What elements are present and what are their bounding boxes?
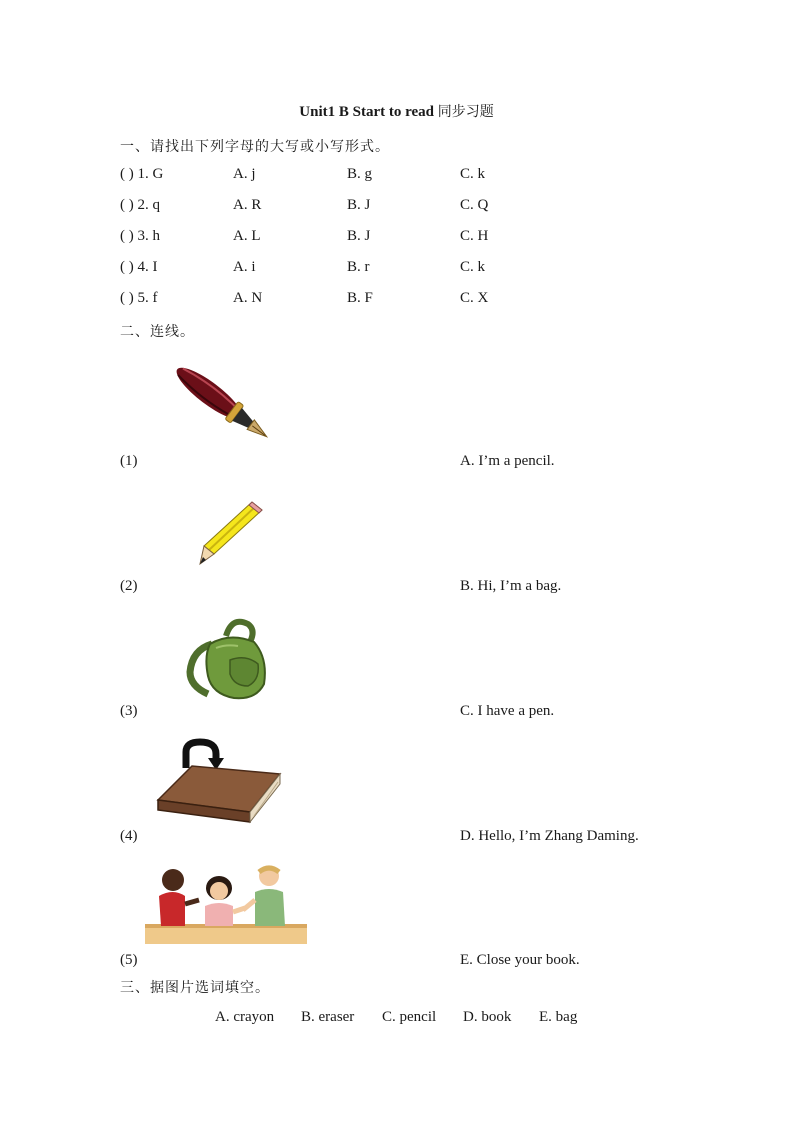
q1-option-a: A. j: [233, 166, 256, 182]
q3-question: ( ) 3. h: [120, 228, 160, 244]
q4-option-a: A. i: [233, 259, 256, 275]
q1-question: ( ) 1. G: [120, 166, 164, 182]
q2-option-a: A. R: [233, 197, 262, 213]
match-answer-e: E. Close your book.: [460, 952, 580, 968]
section2-heading: 二、连线。: [120, 324, 195, 340]
q1-option-c: C. k: [460, 166, 486, 182]
fountain-pen-picture: [165, 358, 287, 454]
q3-option-c: C. H: [460, 228, 489, 244]
section3-heading: 三、据图片选词填空。: [120, 980, 270, 996]
match-answer-c: C. I have a pen.: [460, 703, 555, 719]
q2-option-b: B. J: [347, 197, 371, 213]
title-main: Unit1 B Start to read: [299, 104, 434, 120]
match-answer-a: A. I’m a pencil.: [460, 453, 555, 469]
section1-heading: 一、请找出下列字母的大写或小写形式。: [120, 139, 390, 155]
title-cn: 同步习题: [437, 104, 494, 120]
word-option-a: A. crayon: [215, 1009, 275, 1025]
match-number-5: (5): [120, 952, 138, 968]
q3-option-b: B. J: [347, 228, 371, 244]
q5-option-c: C. X: [460, 290, 489, 306]
backpack-picture: [186, 614, 270, 700]
match-number-2: (2): [120, 578, 138, 594]
q1-option-b: B. g: [347, 166, 373, 182]
match-answer-d: D. Hello, I’m Zhang Daming.: [460, 828, 639, 844]
q5-question: ( ) 5. f: [120, 290, 158, 306]
word-option-d: D. book: [463, 1009, 512, 1025]
match-number-1: (1): [120, 453, 138, 469]
q5-option-a: A. N: [233, 290, 263, 306]
match-number-3: (3): [120, 703, 138, 719]
match-answer-b: B. Hi, I’m a bag.: [460, 578, 562, 594]
word-option-b: B. eraser: [301, 1009, 355, 1025]
word-option-e: E. bag: [539, 1009, 578, 1025]
closed-book-picture: [154, 738, 284, 830]
q4-option-c: C. k: [460, 259, 486, 275]
q4-option-b: B. r: [347, 259, 370, 275]
children-talking-picture: [145, 864, 307, 944]
q3-option-a: A. L: [233, 228, 261, 244]
q2-question: ( ) 2. q: [120, 197, 160, 213]
pencil-picture: [196, 498, 266, 568]
word-option-c: C. pencil: [382, 1009, 437, 1025]
page-title: [0, 101, 793, 121]
q2-option-c: C. Q: [460, 197, 489, 213]
match-number-4: (4): [120, 828, 138, 844]
q4-question: ( ) 4. I: [120, 259, 158, 275]
q5-option-b: B. F: [347, 290, 373, 306]
